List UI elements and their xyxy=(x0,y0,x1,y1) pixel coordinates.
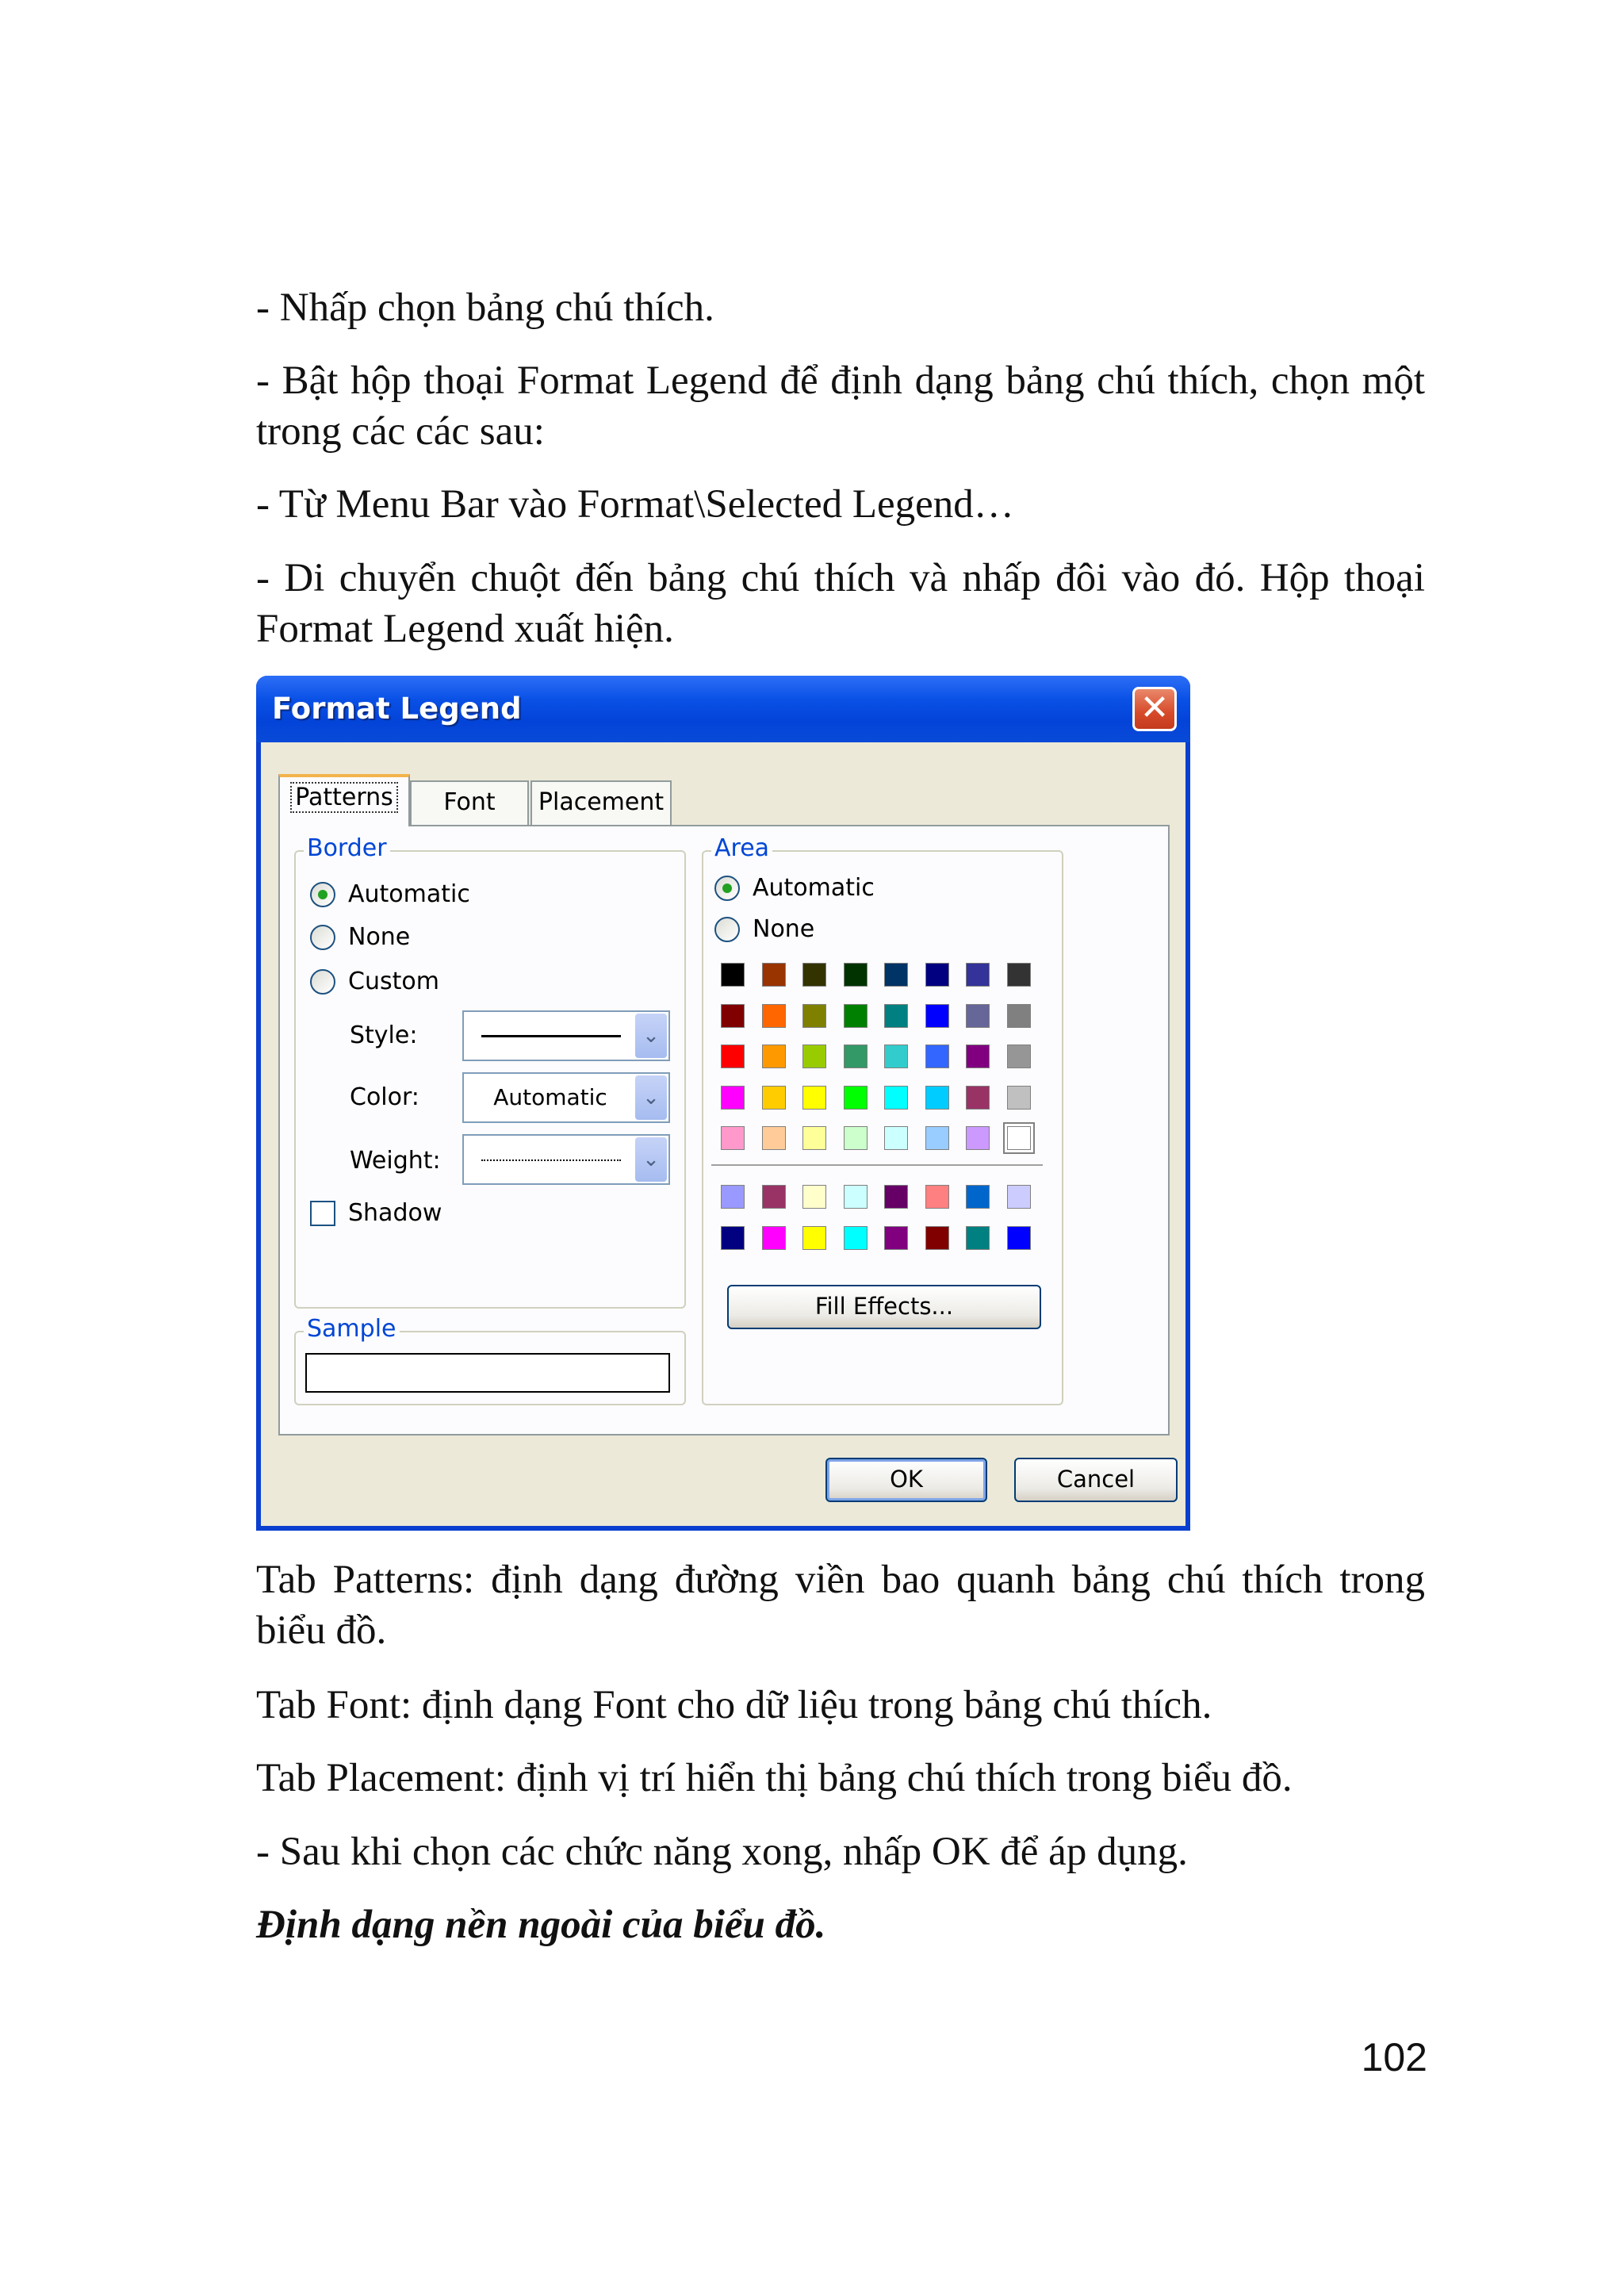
style-line-preview xyxy=(481,1035,621,1037)
palette-main-swatch[interactable] xyxy=(844,1086,868,1110)
palette-main-swatch[interactable] xyxy=(966,1004,990,1028)
border-none-radio[interactable] xyxy=(310,925,335,950)
weight-line-preview xyxy=(481,1159,621,1161)
area-none-radio[interactable] xyxy=(714,917,740,942)
palette-chart-swatch[interactable] xyxy=(802,1185,826,1209)
palette-main-swatch[interactable] xyxy=(884,1004,908,1028)
palette-main-swatch[interactable] xyxy=(721,1045,745,1068)
weight-dropdown[interactable] xyxy=(462,1134,670,1185)
area-automatic-radio[interactable] xyxy=(714,876,740,901)
color-dropdown[interactable] xyxy=(462,1072,670,1123)
palette-main-swatch[interactable] xyxy=(721,1004,745,1028)
palette-chart-swatch[interactable] xyxy=(925,1226,949,1250)
format-legend-dialog xyxy=(256,676,1190,1531)
border-automatic-radio[interactable] xyxy=(310,882,335,907)
palette-main-swatch[interactable] xyxy=(802,1126,826,1150)
dialog-title: Format Legend xyxy=(272,692,522,726)
close-button[interactable]: ✕ xyxy=(1132,687,1177,731)
paragraph-1: - Nhấp chọn bảng chú thích. xyxy=(256,286,714,330)
palette-chart-swatch[interactable] xyxy=(721,1226,745,1250)
palette-main-swatch[interactable] xyxy=(844,963,868,987)
palette-main-swatch[interactable] xyxy=(802,1004,826,1028)
palette-main-swatch[interactable] xyxy=(1007,1126,1031,1150)
palette-chart-swatch[interactable] xyxy=(762,1185,786,1209)
border-group xyxy=(294,834,686,1309)
palette-main-swatch[interactable] xyxy=(762,1126,786,1150)
palette-chart-swatch[interactable] xyxy=(721,1185,745,1209)
border-automatic-label: Automatic xyxy=(348,880,470,908)
palette-main-swatch[interactable] xyxy=(884,963,908,987)
palette-main-swatch[interactable] xyxy=(721,963,745,987)
paragraph-3: - Từ Menu Bar vào Format\Selected Legend… xyxy=(256,482,1014,527)
paragraph-2: - Bật hộp thoại Format Legend để định dạng bảng chú thích, chọn một trong các các sau: xyxy=(256,358,1425,454)
paragraph-4: - Di chuyển chuột đến bảng chú thích và nhấp đôi vào đó. Hộp thoại Format Legend xuất hiện. xyxy=(256,556,1425,651)
paragraph-8: - Sau khi chọn các chức năng xong, nhấp OK để áp dụng. xyxy=(256,1830,1188,1874)
palette-chart-swatch[interactable] xyxy=(844,1185,868,1209)
palette-main-swatch[interactable] xyxy=(762,963,786,987)
tab-font[interactable] xyxy=(410,780,529,825)
dialog-titlebar[interactable] xyxy=(256,676,1190,742)
page-number: 102 xyxy=(1361,2035,1427,2079)
palette-main-swatch[interactable] xyxy=(1007,1045,1031,1068)
palette-main-swatch[interactable] xyxy=(966,1045,990,1068)
palette-main-swatch[interactable] xyxy=(925,963,949,987)
palette-main-swatch[interactable] xyxy=(721,1126,745,1150)
border-none-label: None xyxy=(348,923,411,951)
palette-main-swatch[interactable] xyxy=(844,1126,868,1150)
palette-chart-swatch[interactable] xyxy=(1007,1185,1031,1209)
color-dropdown-value: Automatic xyxy=(493,1084,607,1110)
palette-chart-swatch[interactable] xyxy=(966,1226,990,1250)
color-label: Color: xyxy=(350,1083,419,1111)
palette-main-swatch[interactable] xyxy=(721,1086,745,1110)
shadow-checkbox[interactable] xyxy=(310,1201,335,1226)
palette-main-swatch[interactable] xyxy=(925,1045,949,1068)
palette-main-swatch[interactable] xyxy=(925,1126,949,1150)
style-dropdown[interactable] xyxy=(462,1010,670,1061)
palette-chart-swatch[interactable] xyxy=(762,1226,786,1250)
paragraph-6: Tab Font: định dạng Font cho dữ liệu trong bảng chú thích. xyxy=(256,1683,1212,1727)
sample-preview xyxy=(305,1353,670,1393)
palette-main-swatch[interactable] xyxy=(966,1086,990,1110)
palette-main-swatch[interactable] xyxy=(884,1045,908,1068)
palette-main-swatch[interactable] xyxy=(1007,1086,1031,1110)
border-custom-radio[interactable] xyxy=(310,969,335,995)
style-label: Style: xyxy=(350,1022,418,1049)
palette-chart-swatch[interactable] xyxy=(1007,1226,1031,1250)
palette-main-swatch[interactable] xyxy=(884,1126,908,1150)
border-group-label: Border xyxy=(304,834,390,862)
palette-main-swatch[interactable] xyxy=(1007,1004,1031,1028)
fill-effects-button[interactable]: Fill Effects... xyxy=(727,1285,1041,1329)
ok-button[interactable]: OK xyxy=(825,1458,987,1502)
tab-patterns[interactable] xyxy=(278,774,410,826)
sample-group-label: Sample xyxy=(304,1315,400,1343)
palette-main-swatch[interactable] xyxy=(762,1045,786,1068)
color-dropdown-arrow-icon[interactable]: ⌄ xyxy=(635,1075,667,1120)
area-group xyxy=(702,834,1063,1405)
palette-main-swatch[interactable] xyxy=(925,1004,949,1028)
palette-main-swatch[interactable] xyxy=(925,1086,949,1110)
palette-main-swatch[interactable] xyxy=(884,1086,908,1110)
area-automatic-label: Automatic xyxy=(753,874,875,902)
palette-main-swatch[interactable] xyxy=(844,1045,868,1068)
weight-dropdown-arrow-icon[interactable]: ⌄ xyxy=(635,1137,667,1182)
tab-placement-label: Placement xyxy=(538,788,665,816)
style-dropdown-arrow-icon[interactable]: ⌄ xyxy=(635,1014,667,1058)
palette-main-swatch[interactable] xyxy=(762,1086,786,1110)
palette-chart-swatch[interactable] xyxy=(966,1185,990,1209)
section-heading: Định dạng nền ngoài của biểu đồ. xyxy=(256,1903,826,1947)
palette-chart-swatch[interactable] xyxy=(884,1226,908,1250)
tab-patterns-label: Patterns xyxy=(290,782,398,813)
cancel-button[interactable]: Cancel xyxy=(1014,1458,1178,1502)
palette-main-swatch[interactable] xyxy=(966,963,990,987)
area-group-label: Area xyxy=(711,834,772,862)
palette-main-swatch[interactable] xyxy=(802,963,826,987)
area-none-label: None xyxy=(753,915,815,943)
palette-chart-swatch[interactable] xyxy=(925,1185,949,1209)
paragraph-5: Tab Patterns: định dạng đường viền bao quanh bảng chú thích trong biểu đồ. xyxy=(256,1558,1425,1653)
paragraph-7: Tab Placement: định vị trí hiển thị bảng chú thích trong biểu đồ. xyxy=(256,1756,1293,1800)
palette-separator xyxy=(711,1164,1043,1166)
shadow-label: Shadow xyxy=(348,1199,442,1227)
palette-chart-swatch[interactable] xyxy=(884,1185,908,1209)
tab-font-label: Font xyxy=(443,788,496,816)
border-custom-label: Custom xyxy=(348,968,439,995)
palette-chart-swatch[interactable] xyxy=(844,1226,868,1250)
dialog-client xyxy=(261,742,1185,1526)
patterns-panel xyxy=(278,825,1170,1435)
palette-main-swatch[interactable] xyxy=(844,1004,868,1028)
palette-main-swatch[interactable] xyxy=(966,1126,990,1150)
weight-label: Weight: xyxy=(350,1147,441,1175)
palette-main-swatch[interactable] xyxy=(802,1045,826,1068)
tab-placement[interactable] xyxy=(530,780,672,825)
sample-group xyxy=(294,1315,686,1405)
palette-main-swatch[interactable] xyxy=(802,1086,826,1110)
palette-chart-swatch[interactable] xyxy=(802,1226,826,1250)
palette-main-swatch[interactable] xyxy=(1007,963,1031,987)
palette-main-swatch[interactable] xyxy=(762,1004,786,1028)
